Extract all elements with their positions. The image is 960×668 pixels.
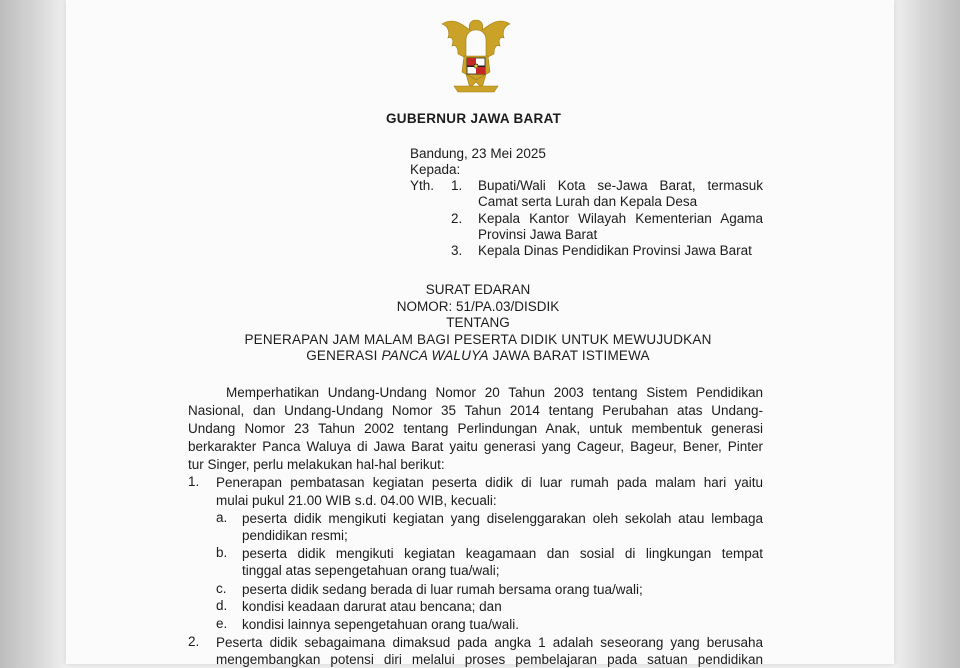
item-line: peserta didik mengikuti kegiatan yang diselenggarakan oleh sekolah atau lembaga bbox=[242, 511, 763, 526]
subject-suffix: JAWA BARAT ISTIMEWA bbox=[488, 348, 650, 363]
recipient-number: 3. bbox=[451, 243, 463, 258]
about-label: TENTANG bbox=[446, 315, 510, 330]
point-line: mengembangkan potensi diri melalui proses pembelajaran pada satuan pendidikan bbox=[216, 652, 763, 667]
yth-label: Yth. bbox=[410, 178, 435, 193]
subject-prefix: GENERASI bbox=[306, 348, 382, 363]
intro-line: Memperhatikan Undang-Undang Nomor 20 Tahun 2003 tentang Sistem Pendidikan bbox=[226, 385, 763, 400]
subject-line-2 bbox=[178, 347, 778, 364]
item-line: peserta didik mengikuti kegiatan keagamaan dan sosial di lingkungan tempat bbox=[242, 546, 763, 561]
recipient-line: Camat serta Lurah dan Kepala Desa bbox=[478, 194, 698, 209]
doc-number: NOMOR: 51/PA.03/DISDIK bbox=[396, 299, 560, 314]
item-line: kondisi keadaan darurat atau bencana; dan bbox=[242, 599, 502, 614]
subject-line-1: PENERAPAN JAM MALAM BAGI PESERTA DIDIK UNTUK MEWUJUDKAN bbox=[244, 332, 712, 347]
subject-italic: PANCA WALUYA bbox=[381, 348, 489, 363]
point-number: 2. bbox=[188, 634, 200, 649]
point-line: Peserta didik sebagaimana dimaksud pada angka 1 adalah seseorang yang berusaha bbox=[216, 635, 763, 650]
intro-line: tur Singer, perlu melakukan hal-hal berikut: bbox=[188, 457, 445, 472]
recipient-line: Kepala Kantor Wilayah Kementerian Agama bbox=[478, 211, 763, 226]
date-line: Bandung, 23 Mei 2025 bbox=[410, 146, 546, 161]
item-letter: d. bbox=[216, 598, 228, 613]
item-letter: a. bbox=[216, 510, 228, 525]
item-letter: e. bbox=[216, 616, 228, 631]
item-line: tinggal atas sepengetahuan orang tua/wali; bbox=[242, 563, 500, 578]
item-letter: c. bbox=[216, 581, 227, 596]
recipient-number: 2. bbox=[451, 211, 463, 226]
point-line: Penerapan pembatasan kegiatan peserta didik di luar rumah pada malam hari yaitu bbox=[216, 475, 763, 490]
to-label: Kepada: bbox=[410, 162, 461, 177]
item-letter: b. bbox=[216, 545, 228, 560]
item-line: pendidikan resmi; bbox=[242, 528, 348, 543]
doc-type: SURAT EDARAN bbox=[425, 282, 531, 297]
intro-line: Undang Nomor 23 Tahun 2002 tentang Perlindungan Anak, untuk membentuk generasi bbox=[188, 421, 763, 436]
recipient-line: Bupati/Wali Kota se-Jawa Barat, termasuk bbox=[478, 178, 763, 193]
recipient-number: 1. bbox=[451, 178, 463, 193]
point-line: mulai pukul 21.00 WIB s.d. 04.00 WIB, kecuali: bbox=[216, 493, 497, 508]
recipient-line: Provinsi Jawa Barat bbox=[478, 227, 598, 242]
point-number: 1. bbox=[188, 474, 200, 489]
item-line: kondisi lainnya sepengetahuan orang tua/wali. bbox=[242, 617, 519, 632]
recipient-line: Kepala Dinas Pendidikan Provinsi Jawa Barat bbox=[478, 243, 752, 258]
item-line: peserta didik sedang berada di luar rumah bersama orang tua/wali; bbox=[242, 582, 643, 597]
intro-line: berkarakter Panca Waluya di Jawa Barat yaitu generasi yang Cageur, Bageur, Bener, Pinter bbox=[188, 439, 763, 454]
garuda-pancasila-emblem bbox=[434, 10, 518, 96]
intro-line: Nasional, dan Undang-Undang Nomor 35 Tahun 2014 tentang Perubahan atas Undang- bbox=[188, 403, 763, 418]
issuer-title: GUBERNUR JAWA BARAT bbox=[386, 111, 562, 126]
